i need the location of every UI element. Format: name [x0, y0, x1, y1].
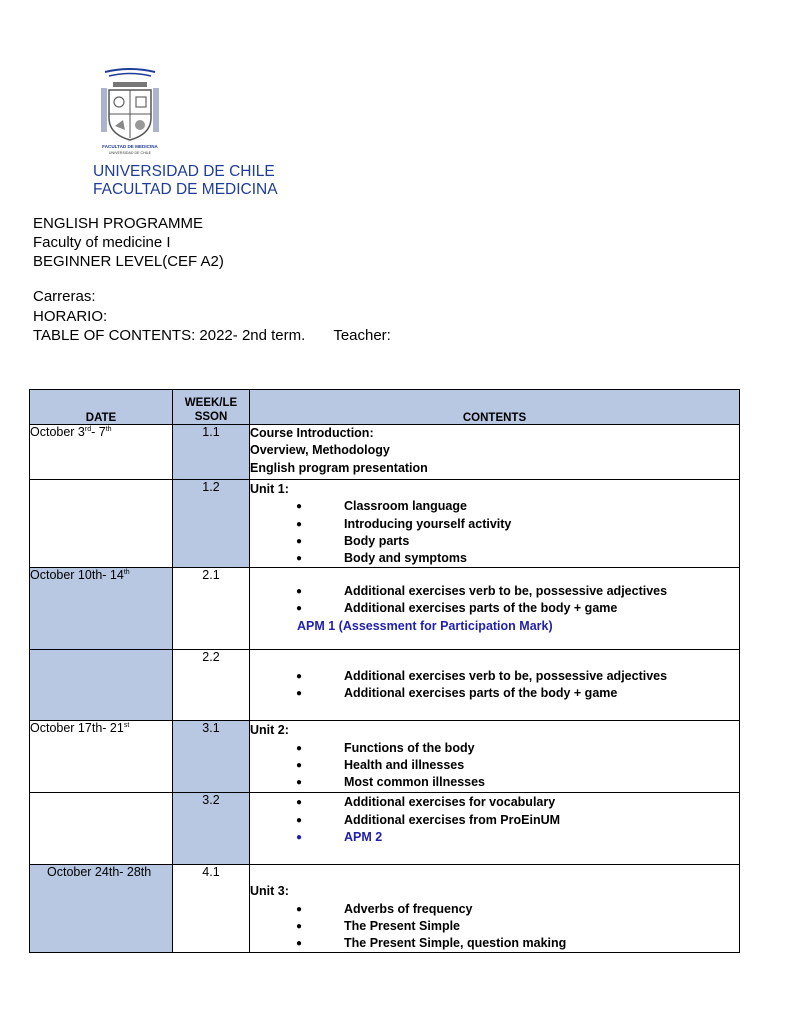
table-row — [30, 721, 740, 793]
bullet-item: ● The Present Simple, question making — [250, 935, 739, 952]
bullet-item: ● Additional exercises verb to be, possessive adjectives — [250, 668, 739, 685]
svg-text:FACULTAD DE MEDICINA: FACULTAD DE MEDICINA — [102, 144, 158, 149]
faculty-crest-logo — [99, 68, 161, 160]
row-date — [30, 793, 173, 865]
table-header-row — [30, 390, 740, 425]
bullet-item: ● Additional exercises from ProEinUM — [250, 812, 739, 829]
row-date: October 17th- 21st — [30, 721, 173, 793]
bullet-item: ● The Present Simple — [250, 918, 739, 935]
row-week: 1.1 — [173, 425, 250, 480]
row-week: 2.1 — [173, 568, 250, 650]
bullet-item: ● Additional exercises verb to be, possessive adjectives — [250, 583, 739, 600]
carreras-label: Carreras: — [33, 288, 96, 305]
row-date: October 10th- 14th — [30, 568, 173, 650]
week-header-line1: WEEK/LE — [184, 397, 238, 409]
date-header: DATE — [30, 390, 173, 425]
row-week: 2.2 — [173, 650, 250, 721]
row-date — [30, 480, 173, 568]
toc-label: TABLE OF CONTENTS: 2022- 2nd term. — [33, 327, 306, 344]
table-row — [30, 865, 740, 953]
course-info — [33, 287, 391, 346]
bullet-item: ● Additional exercises parts of the body + game — [250, 685, 739, 702]
bullet-item: ● Additional exercises for vocabulary — [250, 794, 739, 811]
bullet-item: ● Health and illnesses — [250, 757, 739, 774]
contents-header: CONTENTS — [250, 390, 740, 425]
table-row — [30, 425, 740, 480]
unit-label: Unit 3: — [250, 884, 289, 899]
toc-line — [33, 326, 391, 346]
horario-label: HORARIO: — [33, 307, 108, 325]
row-contents — [250, 865, 740, 953]
content-line: Overview, Methodology — [250, 443, 390, 458]
table-row — [30, 480, 740, 568]
row-week: 3.1 — [173, 721, 250, 793]
bullet-item: ● Functions of the body — [250, 740, 739, 757]
row-week: 4.1 — [173, 865, 250, 953]
row-date: October 24th- 28th — [30, 865, 173, 953]
row-contents — [250, 650, 740, 721]
apm-assessment-note: APM 1 (Assessment for Participation Mark) — [297, 618, 553, 633]
content-line: Course Introduction: — [250, 426, 374, 440]
course-heading — [33, 214, 224, 271]
unit-label: Unit 2: — [250, 723, 289, 738]
row-contents — [250, 425, 740, 480]
bullet-item: ● Body parts — [250, 533, 739, 550]
row-date: October 3rd- 7th — [30, 425, 173, 480]
university-header — [93, 163, 278, 199]
row-contents — [250, 721, 740, 793]
programme-title: ENGLISH PROGRAMME — [33, 215, 204, 232]
contents-table — [29, 389, 740, 953]
row-contents — [250, 568, 740, 650]
bullet-item: ● Classroom language — [250, 498, 739, 515]
row-week: 3.2 — [173, 793, 250, 865]
university-name: UNIVERSIDAD DE CHILE — [93, 163, 275, 180]
level-line: BEGINNER LEVEL(CEF A2) — [33, 253, 224, 270]
week-header-line2: SSON — [194, 411, 228, 423]
bullet-item: ● Most common illnesses — [250, 774, 739, 791]
week-header — [173, 390, 250, 425]
teacher-label: Teacher: — [333, 327, 391, 344]
faculty-name: FACULTAD DE MEDICINA — [93, 181, 278, 198]
bullet-item: ● Adverbs of frequency — [250, 901, 739, 918]
bullet-item: ● Additional exercises parts of the body + game — [250, 600, 739, 617]
svg-text:UNIVERSIDAD DE CHILE: UNIVERSIDAD DE CHILE — [108, 151, 152, 155]
table-row — [30, 650, 740, 721]
table-row — [30, 793, 740, 865]
bullet-item: ● Introducing yourself activity — [250, 516, 739, 533]
faculty-line: Faculty of medicine I — [33, 234, 171, 251]
unit-label: Unit 1: — [250, 482, 289, 496]
bullet-item: ● Body and symptoms — [250, 550, 739, 567]
row-contents — [250, 480, 740, 568]
row-date — [30, 650, 173, 721]
row-contents — [250, 793, 740, 865]
apm-bullet-item: ● APM 2 — [250, 829, 739, 846]
table-row — [30, 568, 740, 650]
row-week: 1.2 — [173, 480, 250, 568]
content-line: English program presentation — [250, 460, 428, 475]
